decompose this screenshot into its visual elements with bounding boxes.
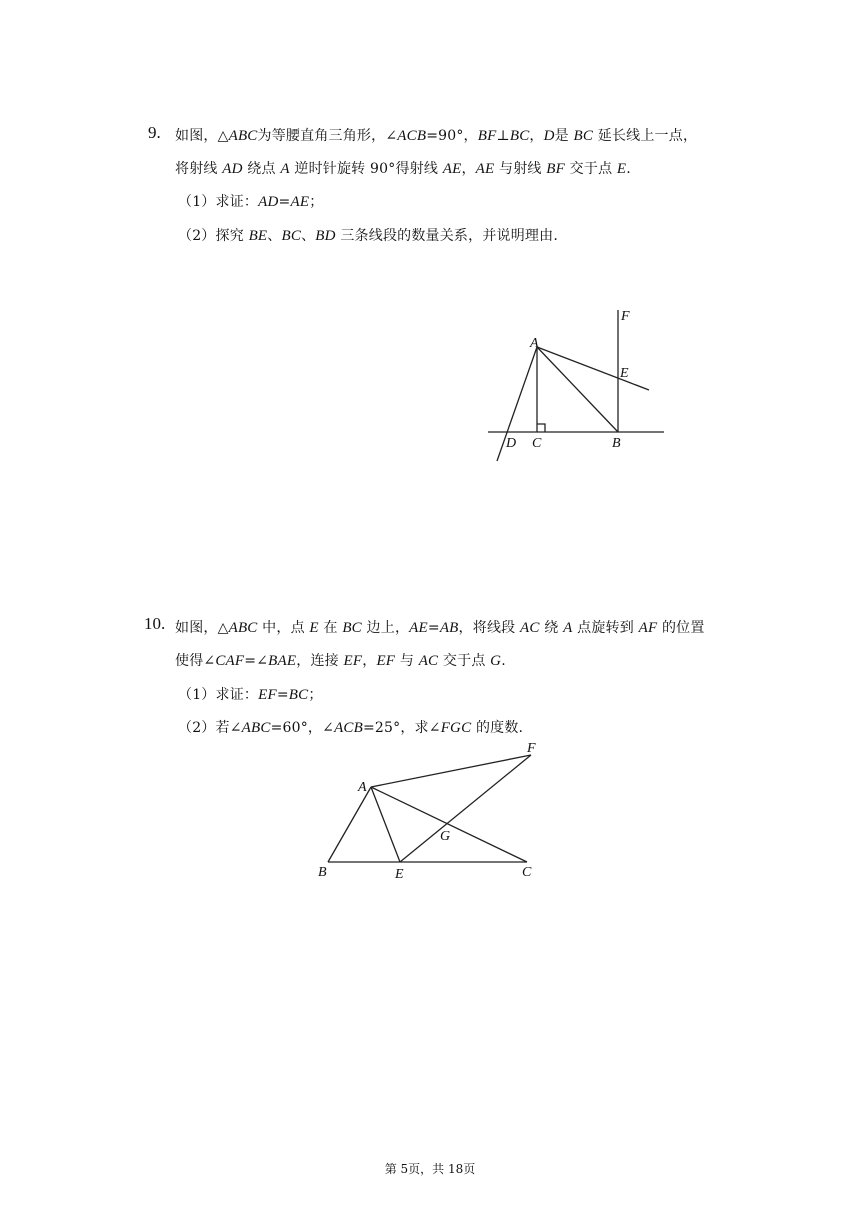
label-c: C xyxy=(522,865,532,880)
problem-part-2: （2）探究 BE、BC、BD 三条线段的数量关系，并说明理由. xyxy=(178,228,558,244)
label-b: B xyxy=(612,436,621,451)
problem-text-line: 如图，△ABC 中，点 E 在 BC 边上，AE=AB，将线段 AC 绕 A 点旋转到 AF 的位置 xyxy=(175,620,705,636)
segment-ac xyxy=(371,787,527,862)
label-g: G xyxy=(440,829,451,844)
label-a: A xyxy=(530,336,539,351)
problem-text-line: 使得∠CAF=∠BAE，连接 EF，EF 与 AC 交于点 G. xyxy=(175,653,506,669)
page-footer: 第 5页，共 18页 xyxy=(384,1162,476,1176)
label-c: C xyxy=(532,436,542,451)
label-b: B xyxy=(318,865,327,880)
problem-text-line: 如图，△ABC为等腰直角三角形，∠ACB=90°，BF⊥BC，D是 BC 延长线上一点， xyxy=(175,128,698,144)
segment-ab xyxy=(328,787,371,862)
problem-number: 9. xyxy=(148,123,161,142)
problem-part-1: （1）求证：EF=BC； xyxy=(178,687,323,703)
segment-ef xyxy=(400,755,531,862)
label-f: F xyxy=(621,309,630,324)
problem-part-2: （2）若∠ABC=60°，∠ACB=25°，求∠FGC 的度数. xyxy=(178,720,524,736)
problem-text-line: 将射线 AD 绕点 A 逆时针旋转 90°得射线 AE，AE 与射线 BF 交于点 E. xyxy=(175,161,631,177)
segment-af xyxy=(371,755,531,787)
label-a: A xyxy=(358,780,367,795)
label-e: E xyxy=(620,366,629,381)
problem-number: 10. xyxy=(144,614,166,633)
problem-part-1: （1）求证：AD=AE； xyxy=(178,194,324,210)
label-d: D xyxy=(506,436,517,451)
label-e: E xyxy=(395,867,404,882)
label-f: F xyxy=(527,741,536,756)
